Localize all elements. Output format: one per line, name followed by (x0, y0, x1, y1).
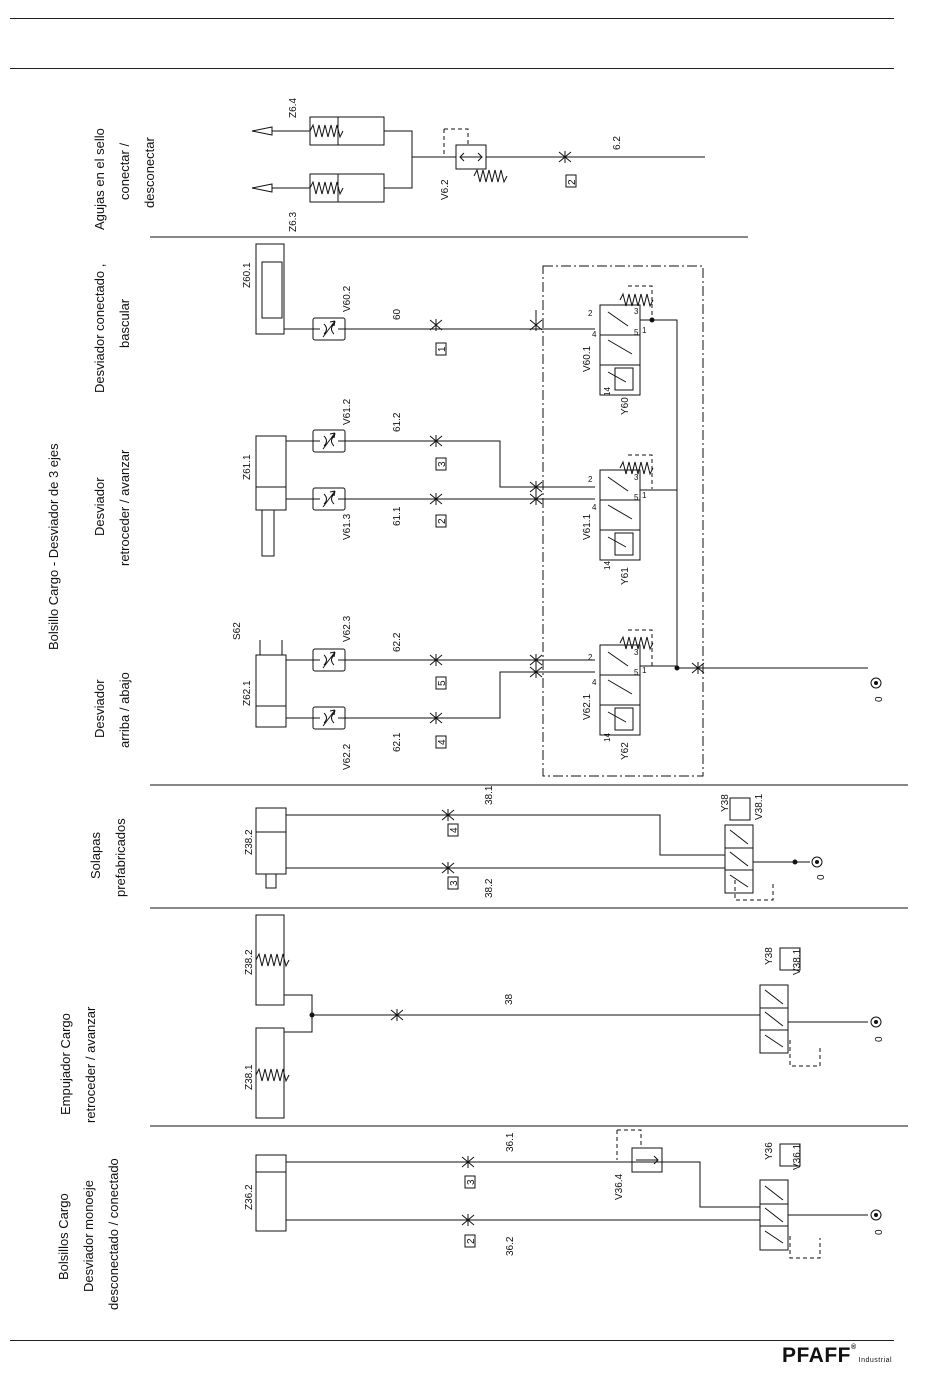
label-v61-1: V61.1 (582, 513, 593, 540)
needle-cylinder-upper (252, 117, 384, 145)
svg-text:Empujador Cargo: Empujador Cargo (58, 1013, 73, 1115)
label-y36: Y36 (764, 1142, 775, 1160)
valve-v60-1 (600, 286, 653, 395)
label-62-2: 62.2 (392, 632, 403, 652)
label-60: 60 (392, 308, 403, 320)
box-3c: 3 (466, 1179, 477, 1185)
label-y60: Y60 (620, 397, 631, 415)
label-v61-2: V61.2 (342, 398, 353, 425)
label-62-1: 62.1 (392, 732, 403, 752)
cylinder-z62-1 (256, 640, 286, 727)
needle-cylinder-lower (252, 174, 384, 202)
label-z36-2: Z36.2 (244, 1184, 255, 1210)
label-z62-1: Z62.1 (242, 680, 253, 706)
label-z38-2-b: Z38.2 (244, 949, 255, 975)
svg-text:retroceder / avanzar: retroceder / avanzar (117, 449, 132, 566)
label-61-2: 61.2 (392, 412, 403, 432)
label-y61: Y61 (620, 567, 631, 585)
svg-text:retroceder / avanzar: retroceder / avanzar (83, 1006, 98, 1123)
section-desviador-retroceder-label (92, 449, 132, 566)
label-v38-1-b: V38.1 (792, 948, 803, 975)
label-z38-1: Z38.1 (244, 1064, 255, 1090)
svg-text:14: 14 (603, 733, 612, 742)
svg-text:1: 1 (642, 666, 647, 675)
valve-v36-4 (617, 1130, 662, 1172)
svg-text:1: 1 (642, 326, 647, 335)
valve-v61-1 (600, 455, 653, 560)
svg-text:Solapas: Solapas (88, 832, 103, 879)
valve-v62-1 (600, 630, 653, 735)
valve-y36 (760, 1144, 820, 1258)
label-38: 38 (504, 993, 515, 1005)
label-v36-1: V36.1 (792, 1143, 803, 1170)
diagram-lines (150, 117, 908, 1258)
box-3: 3 (437, 461, 448, 467)
label-61-1: 61.1 (392, 506, 403, 526)
label-v62-2: V62.2 (342, 743, 353, 770)
label-v62-1: V62.1 (582, 693, 593, 720)
svg-text:14: 14 (603, 387, 612, 396)
svg-text:3: 3 (634, 473, 639, 482)
label-zero-3: 0 (874, 1036, 885, 1042)
label-z6-3: Z6.3 (288, 211, 299, 232)
section-solapas-label (88, 818, 128, 897)
svg-text:Bolsillos Cargo: Bolsillos Cargo (56, 1193, 71, 1280)
svg-text:Desviador conectado ,: Desviador conectado , (92, 263, 107, 393)
cylinder-z38-2-solapas (256, 808, 286, 888)
svg-text:3: 3 (634, 307, 639, 316)
brand-mark: ® (851, 1344, 857, 1351)
label-v6-2: V6.2 (440, 179, 451, 200)
svg-text:4: 4 (592, 330, 597, 339)
section-titles (46, 128, 157, 1310)
svg-text:desconectado / conectado: desconectado / conectado (106, 1158, 121, 1310)
svg-text:Desviador: Desviador (92, 679, 107, 738)
box-2b: 2 (437, 518, 448, 524)
label-38-1: 38.1 (484, 785, 495, 805)
port-numbers (588, 307, 647, 742)
box-4b: 4 (449, 827, 460, 833)
svg-text:Desviador: Desviador (92, 477, 107, 536)
label-s62: S62 (232, 622, 243, 640)
box-1: 1 (437, 346, 448, 352)
svg-text:3: 3 (634, 648, 639, 657)
section-bolsillos-label (56, 1158, 121, 1310)
svg-text:4: 4 (592, 678, 597, 687)
label-38-2: 38.2 (484, 878, 495, 898)
svg-text:prefabricados: prefabricados (113, 818, 128, 897)
cylinder-z60-1 (256, 244, 284, 334)
brand-name: PFAFF (782, 1344, 851, 1367)
svg-text:arriba / abajo: arriba / abajo (117, 672, 132, 748)
label-36-1: 36.1 (505, 1132, 516, 1152)
svg-text:4: 4 (592, 503, 597, 512)
cylinder-z36-2 (256, 1155, 286, 1231)
svg-text:Desviador monoeje: Desviador monoeje (81, 1179, 96, 1292)
box-4: 4 (437, 739, 448, 745)
svg-text:14: 14 (603, 561, 612, 570)
label-v38-1-a: V38.1 (754, 793, 765, 820)
cylinder-z61-1 (256, 436, 286, 556)
svg-text:Agujas en el sello: Agujas en el sello (92, 128, 107, 230)
label-v60-2: V60.2 (342, 285, 353, 312)
section-desviador-arriba-label (92, 672, 132, 748)
label-v36-4: V36.4 (614, 1173, 625, 1200)
section-agujas-label (92, 128, 157, 230)
svg-text:5: 5 (634, 668, 639, 677)
svg-text:5: 5 (634, 328, 639, 337)
svg-text:conectar /: conectar / (117, 142, 132, 200)
label-z6-4: Z6.4 (288, 97, 299, 118)
page-title: Bolsillo Cargo - Desviador de 3 ejes (46, 443, 61, 650)
label-z38-2-a: Z38.2 (244, 829, 255, 855)
valve-y38-solapas (725, 798, 773, 900)
label-zero-2: 0 (816, 874, 827, 880)
label-6-2: 6.2 (612, 136, 623, 150)
svg-text:bascular: bascular (117, 298, 132, 348)
label-v62-3: V62.3 (342, 615, 353, 642)
box-2a: 2 (567, 179, 578, 185)
label-v60-1: V60.1 (582, 345, 593, 372)
section-desviador-conectado-label (92, 264, 132, 393)
box-2c: 2 (466, 1238, 477, 1244)
box-5: 5 (437, 680, 448, 686)
section-empujador-label (58, 1006, 98, 1123)
cylinder-z38-1 (256, 1028, 289, 1118)
svg-text:2: 2 (588, 475, 593, 484)
box-3b: 3 (449, 880, 460, 886)
label-y62: Y62 (620, 742, 631, 760)
brand-subtitle: Industrial (858, 1357, 893, 1364)
svg-text:1: 1 (642, 491, 647, 500)
component-labels (232, 98, 885, 1256)
label-z60-1: Z60.1 (242, 262, 253, 288)
label-v61-3: V61.3 (342, 513, 353, 540)
label-zero-4: 0 (874, 1229, 885, 1235)
label-y38-a: Y38 (720, 794, 731, 812)
svg-text:2: 2 (588, 309, 593, 318)
label-y38-b: Y38 (764, 947, 775, 965)
svg-text:5: 5 (634, 493, 639, 502)
svg-text:2: 2 (588, 653, 593, 662)
label-z61-1: Z61.1 (242, 454, 253, 480)
cylinder-z38-2-empujador (256, 915, 289, 1005)
label-zero-1: 0 (874, 696, 885, 702)
svg-text:desconectar: desconectar (142, 137, 157, 208)
label-36-2: 36.2 (505, 1236, 516, 1256)
